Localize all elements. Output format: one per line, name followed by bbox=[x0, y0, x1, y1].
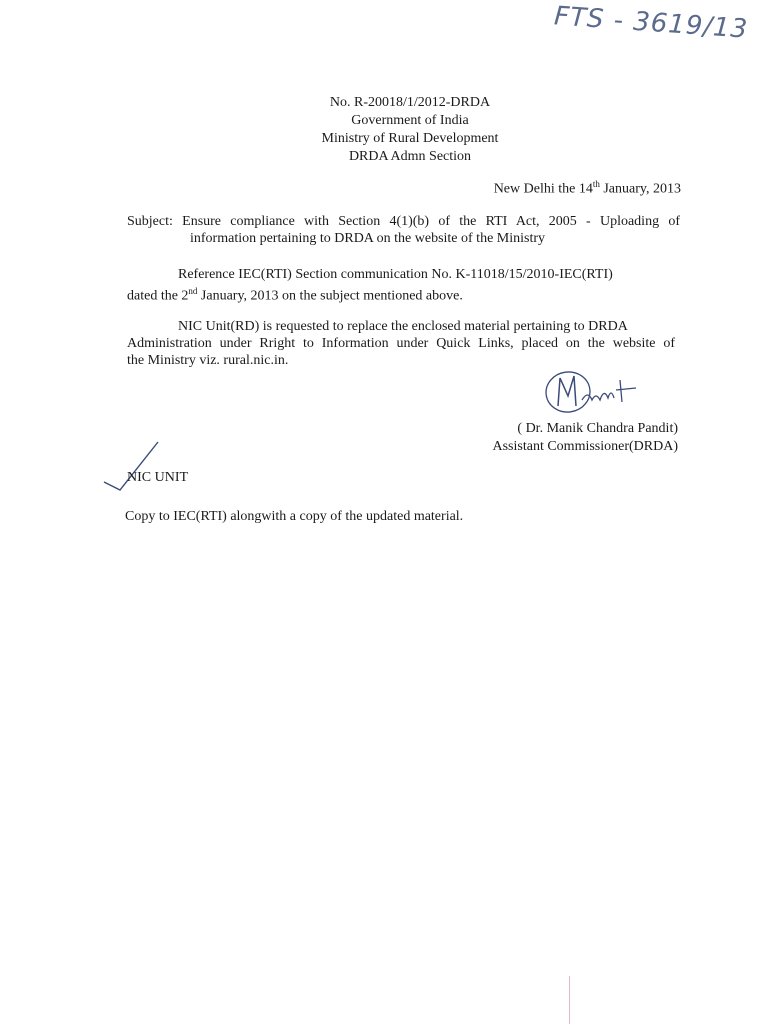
reference-line-2-rest: January, 2013 on the subject mentioned above. bbox=[197, 288, 463, 304]
government-name: Government of India bbox=[351, 113, 469, 128]
signatory-designation: Assistant Commissioner(DRDA) bbox=[492, 439, 678, 454]
subject-line-2: information pertaining to DRDA on the website of the Ministry bbox=[190, 231, 546, 246]
letter-date bbox=[494, 179, 681, 198]
scan-edge-mark bbox=[569, 976, 570, 1024]
reference-line-2-prefix: dated the 2 bbox=[127, 288, 189, 304]
section-name: DRDA Admn Section bbox=[348, 149, 472, 164]
subject-paragraph bbox=[127, 213, 680, 247]
body-paragraph bbox=[127, 318, 675, 369]
tick-mark-icon bbox=[100, 438, 170, 498]
handwritten-signature bbox=[536, 366, 686, 426]
date-rest: January, 2013 bbox=[599, 181, 681, 197]
body-line-1: NIC Unit(RD) is requested to replace the enclosed material pertaining to DRDA bbox=[178, 319, 628, 334]
body-line-2: Administration under Rright to Information under Quick Links, placed on the website of bbox=[127, 336, 675, 351]
ministry-name: Ministry of Rural Development bbox=[321, 131, 499, 146]
handwritten-file-reference: FTS - 3619/13 bbox=[553, 1, 750, 45]
subject-line-1: Subject: Ensure compliance with Section 4(1)(b) of the RTI Act, 2005 - Uploading of bbox=[127, 214, 680, 229]
body-line-3: the Ministry viz. rural.nic.in. bbox=[127, 353, 289, 368]
date-ordinal: th bbox=[592, 179, 600, 189]
letter-header bbox=[300, 94, 520, 166]
reference-ordinal: nd bbox=[188, 286, 198, 296]
reference-line-1: Reference IEC(RTI) Section communication No. K-11018/15/2010-IEC(RTI) bbox=[178, 267, 613, 282]
signatory-name: ( Dr. Manik Chandra Pandit) bbox=[517, 421, 678, 436]
reference-line-2 bbox=[127, 283, 680, 305]
copy-to-line: Copy to IEC(RTI) alongwith a copy of the updated material. bbox=[125, 509, 464, 524]
addressee: NIC UNIT bbox=[127, 470, 189, 485]
letter-number: No. R-20018/1/2012-DRDA bbox=[329, 95, 491, 110]
date-prefix: New Delhi the 14 bbox=[493, 181, 593, 197]
signatory-block bbox=[493, 420, 679, 456]
reference-paragraph bbox=[127, 266, 680, 305]
